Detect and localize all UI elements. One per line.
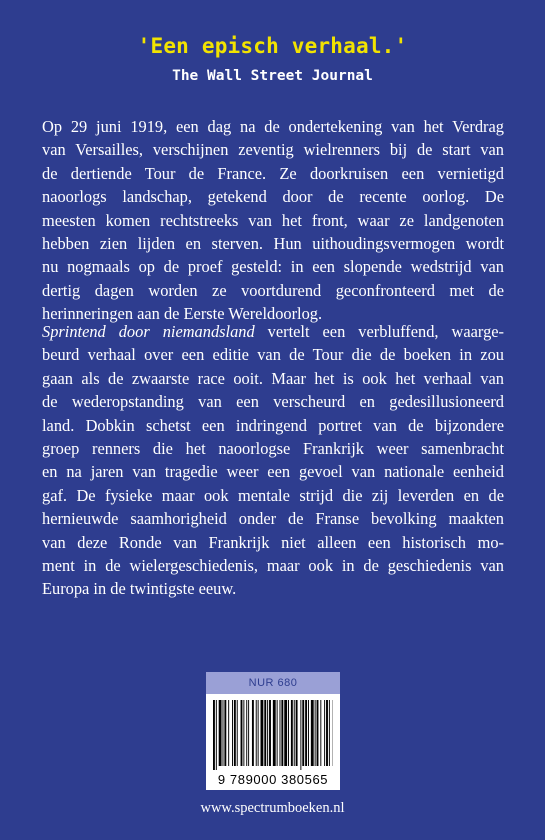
- barcode-bar: [228, 700, 229, 766]
- barcode-bar: [284, 700, 287, 766]
- barcode-bar: [302, 700, 304, 766]
- barcode-bar: [224, 700, 226, 766]
- blurb-line: en na jaren van tragedie weer een gevoel van nationale eenheid: [42, 462, 504, 482]
- blurb-line: hernieuwde saamhorigheid onder de Franse bevolking maakten: [42, 509, 504, 529]
- barcode-bar: [277, 700, 278, 766]
- barcode-bar: [223, 700, 224, 766]
- blurb-line: de wederopstanding van een verscheurd en gedesillusioneerd: [42, 392, 504, 412]
- barcode-bar: [311, 700, 314, 766]
- barcode-bar: [234, 700, 236, 766]
- barcode-bar: [308, 700, 309, 766]
- blurb-line: gaan als de zwaarste race ooit. Maar het is ook het verhaal van: [42, 368, 504, 388]
- barcode-bar: [243, 700, 244, 766]
- barcode-bar: [219, 700, 222, 766]
- blurb-line: de dertiende Tour de France. Ze doorkruisen een vernietigd: [42, 163, 504, 183]
- blurb-line: land. Dobkin schetst een indringend portret van de bijzondere: [42, 415, 504, 435]
- barcode-panel: [206, 672, 340, 790]
- blurb-line-first: [42, 320, 504, 343]
- blurb-line-rest: vertelt een verbluffend, waarge-: [254, 322, 504, 341]
- blurb-line: naoorlogs landschap, getekend door de recente oorlog. De: [42, 187, 504, 207]
- barcode-bar: [256, 700, 257, 766]
- nur-label: NUR 680: [206, 672, 340, 694]
- barcode-bar: [294, 700, 295, 766]
- barcode-bar: [267, 700, 268, 766]
- blurb-paragraph-1: [42, 115, 504, 326]
- barcode-bar: [296, 700, 298, 766]
- barcode-bar: [281, 700, 283, 766]
- barcode-bar: [280, 700, 281, 766]
- quote-source: The Wall Street Journal: [172, 68, 373, 84]
- blurb-line: gaf. De fysieke maar ook mentale strijd die zij leverden en de: [42, 485, 504, 505]
- barcode-bar: [288, 700, 289, 766]
- blurb-line: van deze Ronde van Frankrijk niet alleen een historisch mo-: [42, 532, 504, 552]
- barcode-bar: [216, 700, 217, 770]
- barcode-bar: [241, 700, 243, 766]
- publisher-website: www.spectrumboeken.nl: [200, 800, 345, 816]
- blurb-line: dertig dagen worden ze voortdurend geconfronteerd met de: [42, 280, 504, 300]
- barcode-bar: [317, 700, 319, 766]
- barcode-bar: [300, 700, 301, 770]
- barcode-bar: [261, 700, 264, 766]
- barcode-bar: [269, 700, 271, 766]
- barcode-bar: [246, 700, 247, 766]
- isbn-number: 9 789000 380565: [217, 772, 329, 787]
- barcode-bar: [324, 700, 325, 766]
- blurb-line: Op 29 juni 1919, een dag na de ondertekening van het Verdrag: [42, 117, 504, 136]
- review-quote: 'Een episch verhaal.': [137, 34, 408, 58]
- barcode-bar: [320, 700, 321, 766]
- book-title: Sprintend door niemandsland: [42, 322, 255, 341]
- blurb-line: groep renners die het naoorlogse Frankrijk weer samenbracht: [42, 439, 504, 459]
- barcode-bar: [326, 700, 328, 766]
- barcode-bar: [248, 700, 249, 766]
- barcode-bar: [258, 700, 259, 766]
- barcode-bar: [252, 700, 254, 766]
- blurb-line: van Versailles, verschijnen zeventig wielrenners bij de start van: [42, 140, 504, 160]
- blurb-line: beurd verhaal over een editie van de Tour die de boeken in zou: [42, 345, 504, 365]
- barcode-bar: [213, 700, 215, 770]
- barcode-bar: [305, 700, 307, 766]
- blurb-line: hebben zien lijden en sterven. Hun uithoudingsvermogen wordt: [42, 234, 504, 254]
- barcode-bar: [273, 700, 276, 766]
- blurb-line: nu nogmaals op de proef gesteld: in een slopende wedstrijd van: [42, 257, 504, 277]
- barcode-bar: [291, 700, 293, 766]
- barcode-bars: [213, 700, 333, 770]
- barcode-bar: [232, 700, 233, 766]
- blurb-line: Europa in de twintigste eeuw.: [42, 579, 237, 599]
- barcode-bar: [315, 700, 316, 766]
- blurb-line: ment in de wielergeschiedenis, maar ook in de geschiedenis van: [42, 556, 504, 576]
- barcode-bar: [237, 700, 238, 766]
- blurb-paragraph-2: [42, 320, 504, 601]
- barcode-bar: [329, 700, 330, 766]
- barcode-bar: [264, 700, 266, 766]
- blurb-line: herinneringen aan de Eerste Wereldoorlog.: [42, 304, 323, 324]
- blurb-line: meesten komen rechtstreeks van het front, waar ze landgenoten: [42, 210, 504, 230]
